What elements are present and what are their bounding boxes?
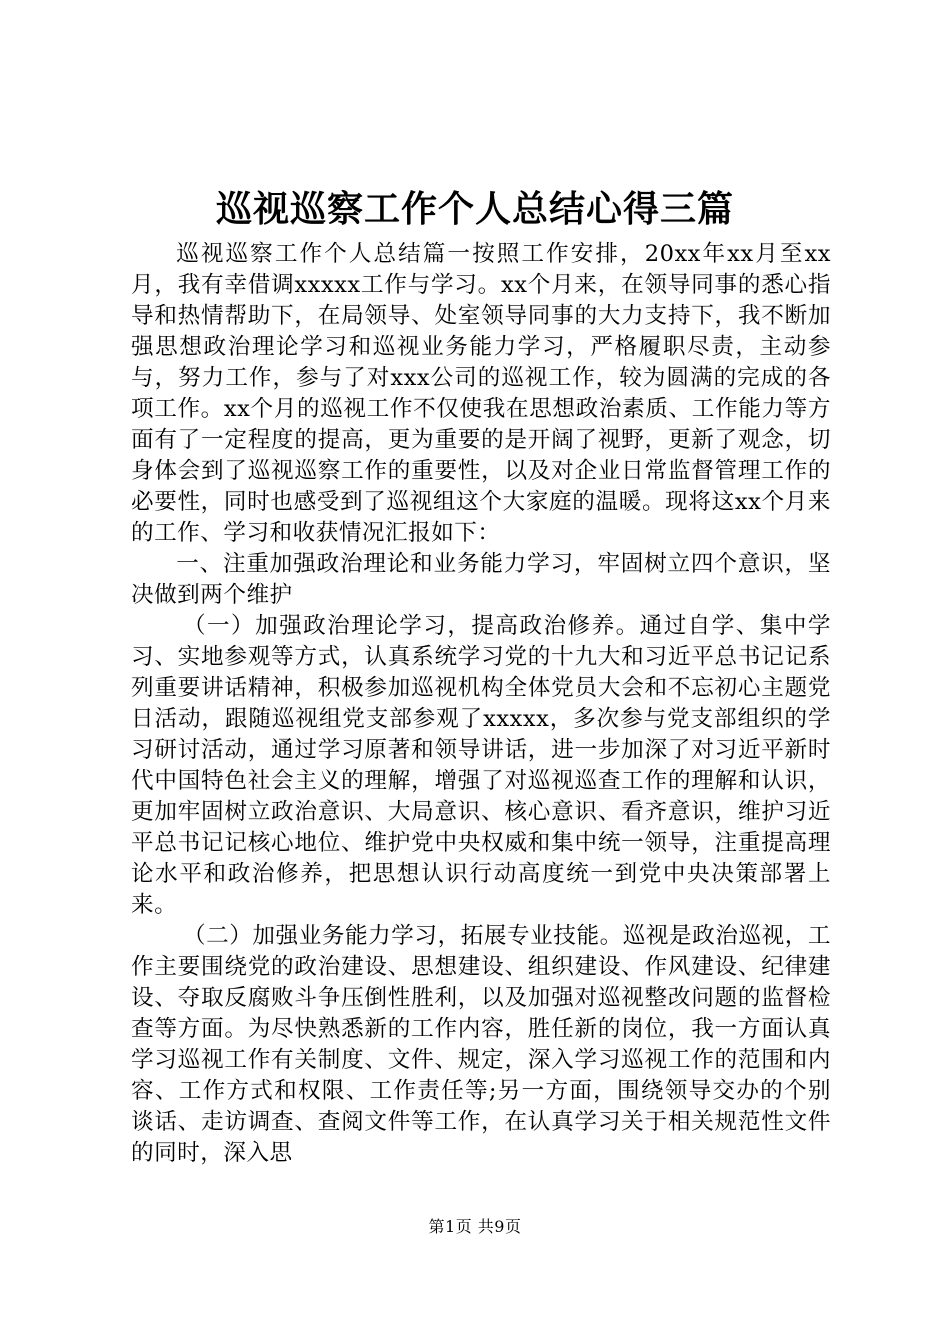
document-body <box>131 239 831 1189</box>
section-heading-1: 一、注重加强政治理论和业务能力学习，牢固树立四个意识，坚决做到两个维护 <box>131 551 831 608</box>
paragraph-intro: 巡视巡察工作个人总结篇一按照工作安排，20xx年xx月至xx月，我有幸借调xxxxx工作与学习。xx个月来，在领导同事的悉心指导和热情帮助下，在局领导、处室领导同事的大力支持下，我不断加强思想政治理论学习和巡视业务能力学习，严格履职尽责，主动参与，努力工作，参与了对xxx公司的巡视工作，较为圆满的完成的各项工作。xx个月的巡视工作不仅使我在思想政治素质、工作能力等方面有了一定程度的提高，更为重要的是开阔了视野，更新了观念，切身体会到了巡视巡察工作的重要性，以及对企业日常监督管理工作的必要性，同时也感受到了巡视组这个大家庭的温暖。现将这xx个月来的工作、学习和收获情况汇报如下： <box>131 241 831 546</box>
paragraph-subsection-2: （二）加强业务能力学习，拓展专业技能。巡视是政治巡视，工作主要围绕党的政治建设、思想建设、组织建设、作风建设、纪律建设、夺取反腐败斗争压倒性胜利，以及加强对巡视整改问题的监督检查等方面。为尽快熟悉新的工作内容，胜任新的岗位，我一方面认真学习巡视工作有关制度、文件、规定，深入学习巡视工作的范围和内容、工作方式和权限、工作责任等;另一方面，围绕领导交办的个别谈话、走访调查、查阅文件等工作，在认真学习关于相关规范性文件的同时，深入思 <box>131 923 831 1166</box>
document-title: 巡视巡察工作个人总结心得三篇 <box>215 188 734 230</box>
paragraph-subsection-1: （一）加强政治理论学习，提高政治修养。通过自学、集中学习、实地参观等方式，认真系统学习党的十九大和习近平总书记记系列重要讲话精神，积极参加巡视机构全体党员大会和不忘初心主题党日活动，跟随巡视组党支部参观了xxxxx，多次参与党支部组织的学习研讨活动，通过学习原著和领导讲话，进一步加深了对习近平新时代中国特色社会主义的理解，增强了对巡视巡查工作的理解和认识，更加牢固树立政治意识、大局意识、核心意识、看齐意识，维护习近平总书记记核心地位、维护党中央权威和集中统一领导，注重提高理论水平和政治修养，把思想认识行动高度统一到党中央决策部署上来。 <box>131 613 831 918</box>
page-footer: 第1页 共9页 <box>428 1217 522 1236</box>
